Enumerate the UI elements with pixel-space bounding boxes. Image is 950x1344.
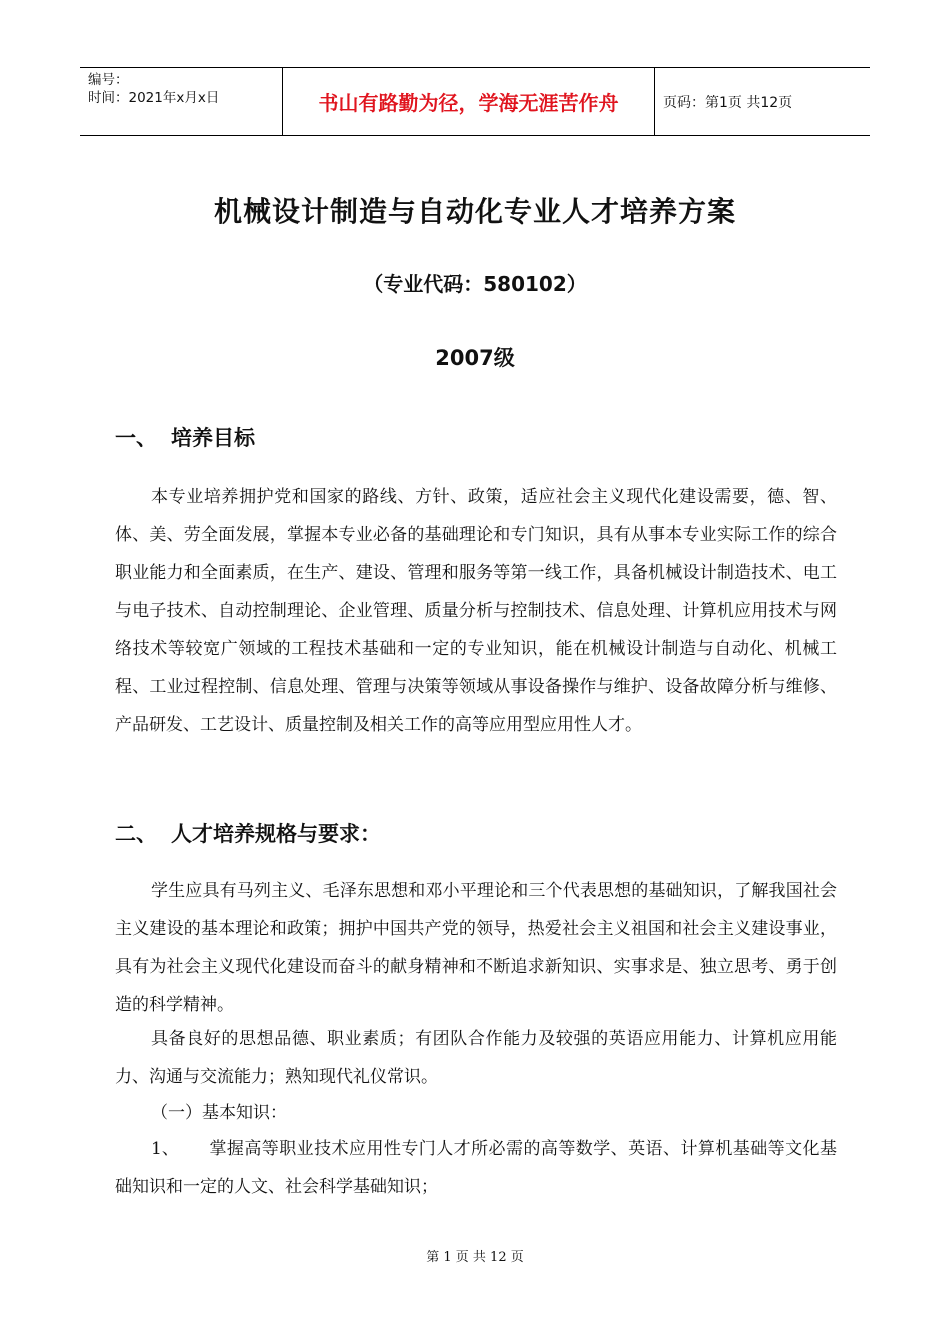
section-number: 一、 <box>115 426 157 450</box>
section-2-paragraph-1: 学生应具有马列主义、毛泽东思想和邓小平理论和三个代表思想的基础知识，了解我国社会主义建设的基本理论和政策；拥护中国共产党的领导，热爱社会主义祖国和社会主义建设事业，具有为社会主义现代化建设而奋斗的献身精神和不断追求新知识、实事求是、独立思考、勇于创造的科学精神。 <box>115 881 837 1015</box>
section-2-paragraph-2: 具备良好的思想品德、职业素质；有团队合作能力及较强的英语应用能力、计算机应用能力、沟通与交流能力；熟知现代礼仪常识。 <box>115 1029 837 1087</box>
page-footer: 第 1 页 共 12 页 <box>426 1250 524 1265</box>
header-table <box>80 67 870 136</box>
document-title: 机械设计制造与自动化专业人才培养方案 <box>213 195 736 228</box>
list-item <box>115 1130 837 1206</box>
document-date: 时间：2021年x月x日 <box>88 90 220 106</box>
section-heading-1 <box>115 422 255 452</box>
header-meta <box>80 68 282 135</box>
header-page-info: 页码：第1页 共12页 <box>663 94 793 111</box>
header-motto: 书山有路勤为径，学海无涯苦作舟 <box>282 68 655 135</box>
subsection-heading: （一）基本知识： <box>151 1103 287 1123</box>
section-heading-2 <box>115 818 381 848</box>
section-title: 培养目标 <box>171 426 255 450</box>
list-item-text: 掌握高等职业技术应用性专门人才所必需的高等数学、英语、计算机基础等文化基础知识和一定的人文、社会科学基础知识； <box>115 1139 837 1197</box>
list-item-number: 1、 <box>151 1139 179 1159</box>
document-number-label: 编号： <box>88 72 129 88</box>
section-1-paragraph: 本专业培养拥护党和国家的路线、方针、政策，适应社会主义现代化建设需要，德、智、体、美、劳全面发展，掌握本专业必备的基础理论和专门知识，具有从事本专业实际工作的综合职业能力和全面素质，在生产、建设、管理和服务等第一线工作，具备机械设计制造技术、电工与电子技术、自动控制理论、企业管理、质量分析与控制技术、信息处理、计算机应用技术与网络技术等较宽广领域的工程技术基础和一定的专业知识，能在机械设计制造与自动化、机械工程、工业过程控制、信息处理、管理与决策等领域从事设备操作与维护、设备故障分析与维修、产品研发、工艺设计、质量控制及相关工作的高等应用型应用性人才。 <box>115 487 837 735</box>
section-number: 二、 <box>115 822 157 846</box>
section-title: 人才培养规格与要求： <box>171 822 381 846</box>
document-subtitle: （专业代码：580102） <box>363 272 587 296</box>
document-grade: 2007级 <box>435 346 515 370</box>
